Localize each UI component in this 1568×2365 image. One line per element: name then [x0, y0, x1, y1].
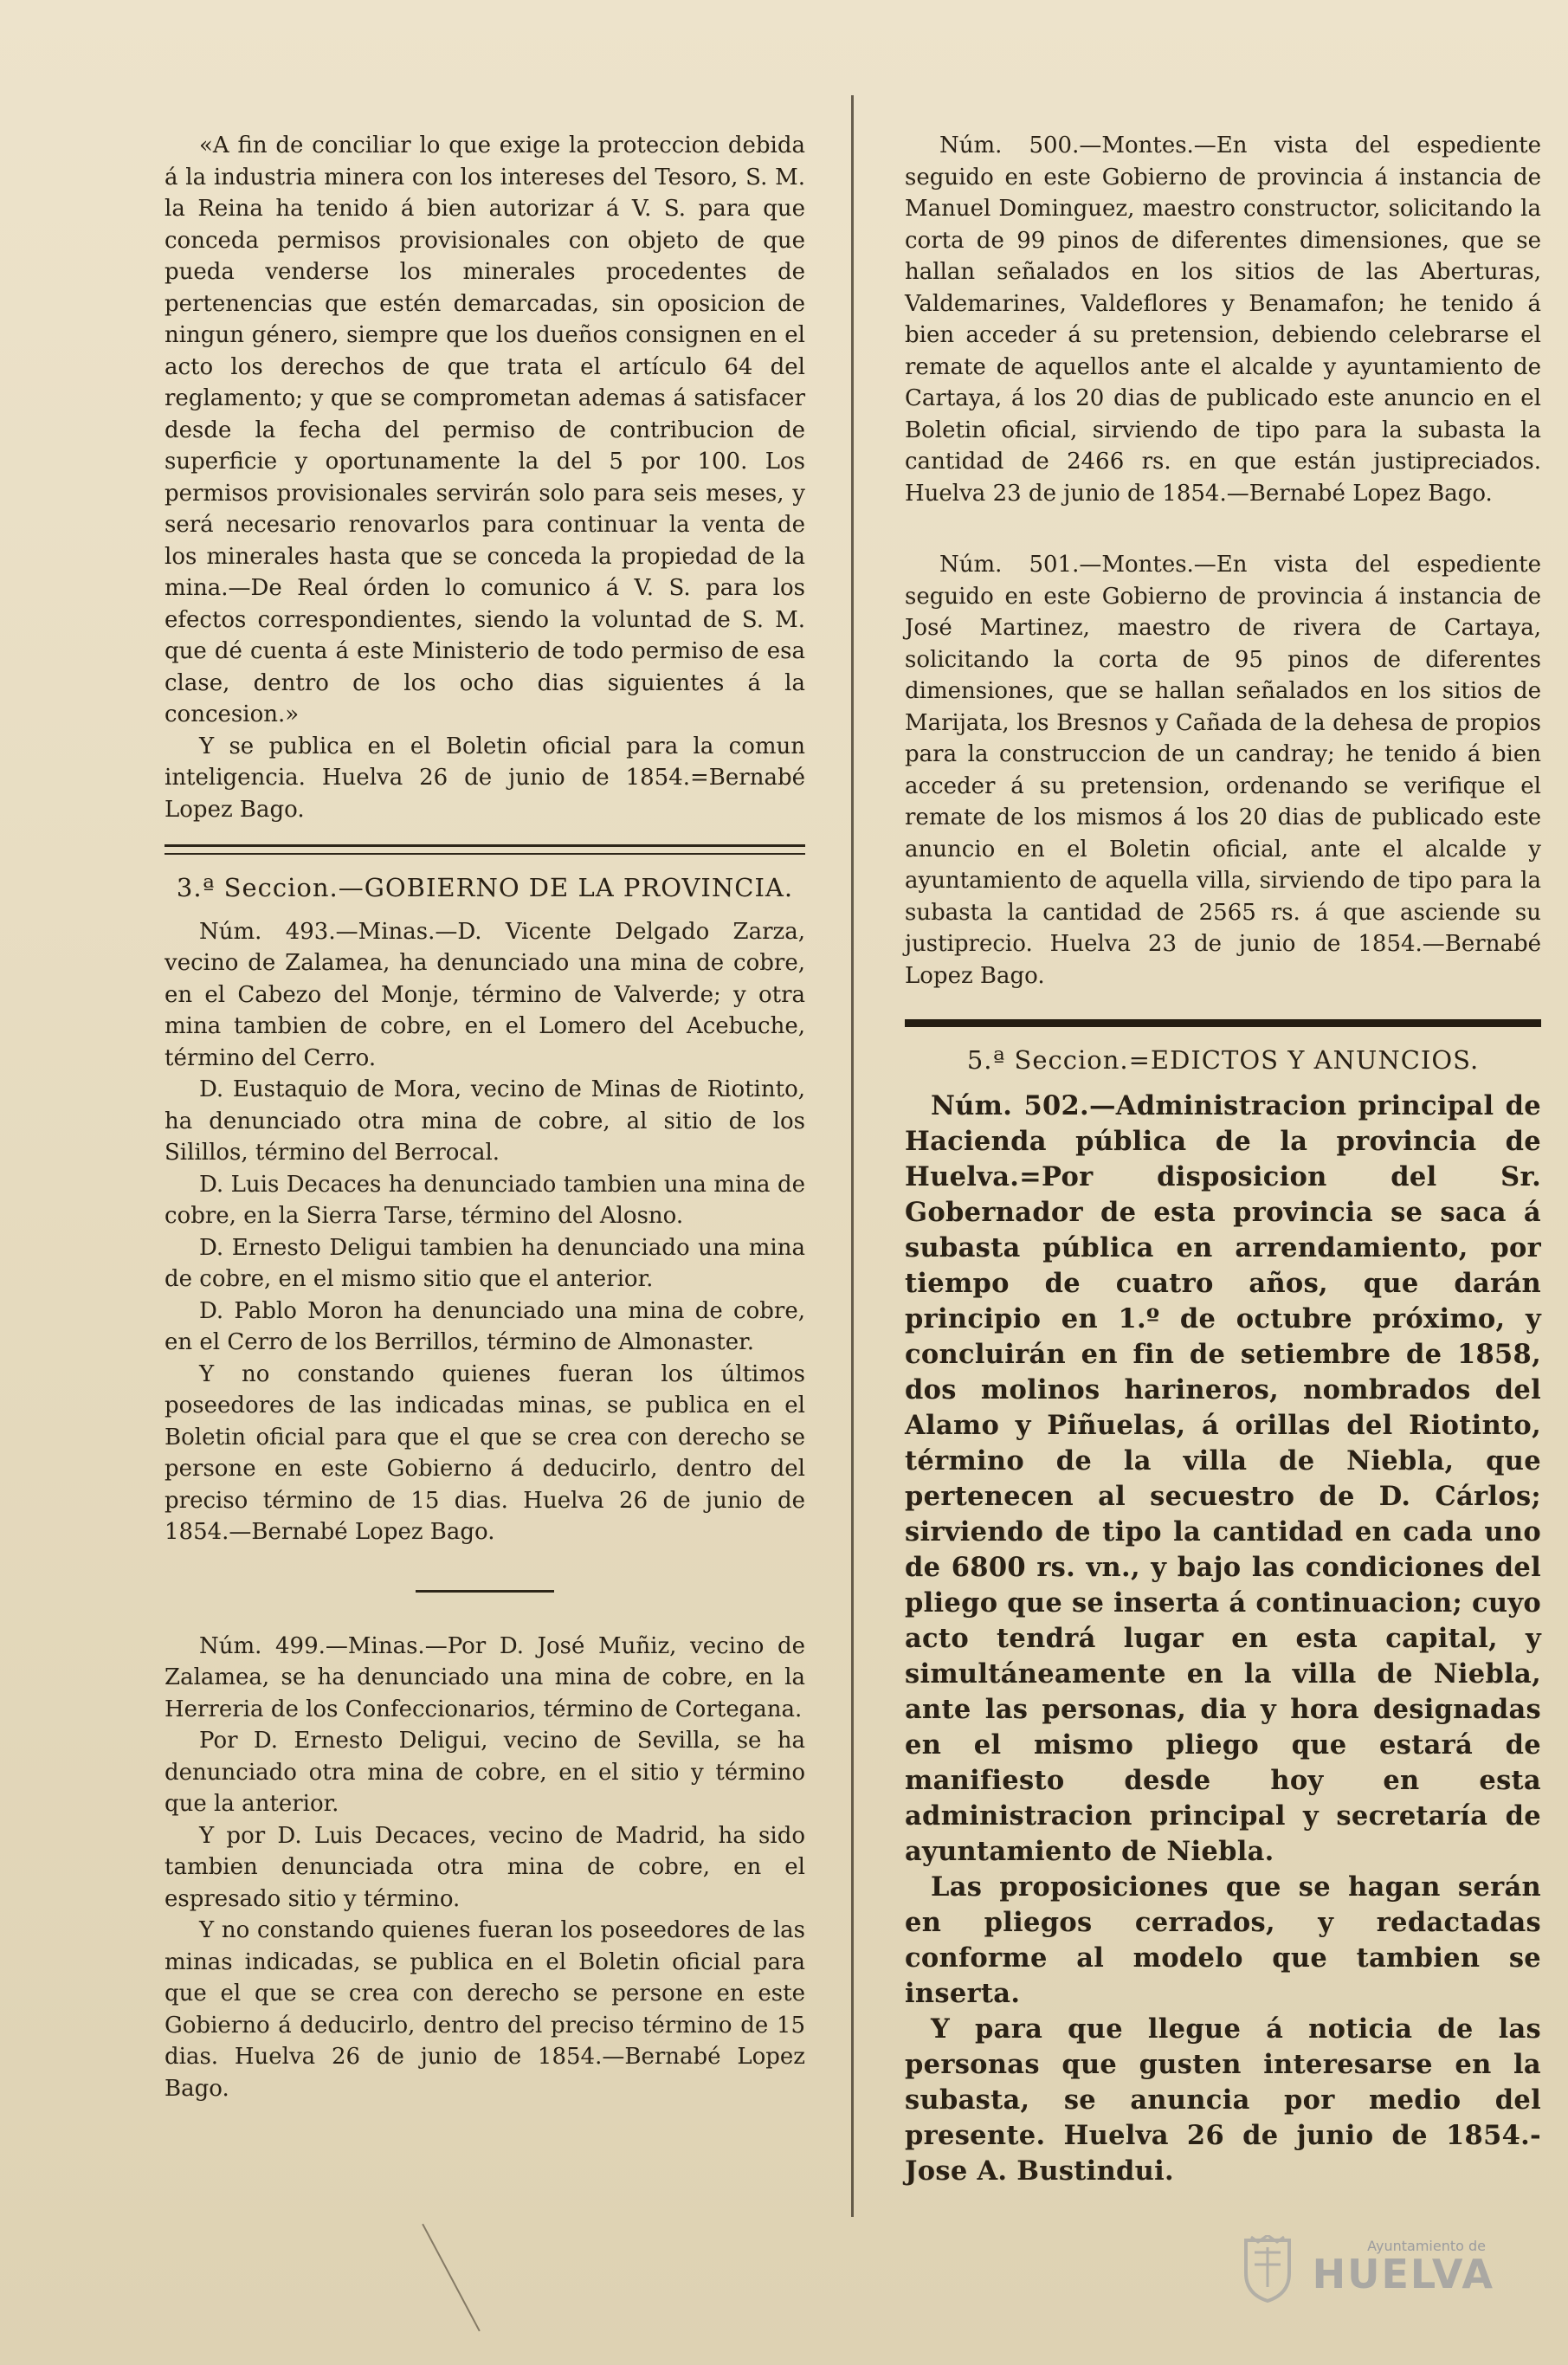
notice-493-paragraph: Núm. 493.—Minas.—D. Vicente Delgado Zarza, vecino de Zalamea, ha denunciado una mina de cobre, en el Cabezo del Monje, término de Valverde; y otra mina tambien de cobre, en el Lomero del Acebuche, término del Cerro. [165, 918, 805, 1071]
notice-493-paragraph: D. Eustaquio de Mora, vecino de Minas de Riotinto, ha denunciado otra mina de cobre, al sitio de los Silillos, término del Berrocal. [165, 1076, 805, 1166]
notice-501: Núm. 501.—Montes.—En vista del espediente seguido en este Gobierno de provincia á instancia de José Martinez, maestro de rivera de Cartaya, solicitando la corta de 95 pinos de diferentes dimensiones, que se hallan señalados en los sitios de Marijata, los Bresnos y Cañada de la dehesa de propios para la construccion de un candray; he tenido á bien acceder á su pretension, ordenando se verifique el remate de los mismos á los 20 dias de publicado este anuncio en el Boletin oficial, ante el alcalde y ayuntamiento de aquella villa, sirviendo de tipo para la subasta la cantidad de 2565 rs. á que asciende su justiprecio. Huelva 23 de junio de 1854.—Bernabé Lopez Bago. [905, 552, 1541, 989]
notice-499-paragraph: Y por D. Luis Decaces, vecino de Madrid, ha sido tambien denunciada otra mina de cobre, en el espresado sitio y término. [165, 1822, 805, 1912]
notice-502-paragraph: Núm. 502.—Administracion principal de Hacienda pública de la provincia de Huelva.=Por disposicion del Sr. Gobernador de esta provincia se saca á subasta pública en arrendamiento, por tiempo de cuatro años, que darán principio en 1.º de octubre próximo, y concluirán en fin de setiembre de 1858, dos molinos harineros, nombrados del Alamo y Piñuelas, á orillas del Riotinto, término de la villa de Niebla, que pertenecen al secuestro de D. Cárlos; sirviendo de tipo la cantidad en cada uno de 6800 rs. vn., y bajo las condiciones del pliego que se inserta á continuacion; cuyo acto tendrá lugar en esta capital, y simultáneamente en la villa de Niebla, ante las personas, dia y hora designadas en el mismo pliego que estará de manifiesto desde hoy en esta administracion principal y secretaría de ayuntamiento de Niebla. [905, 1089, 1542, 1867]
section-title-edictos: 5.ª Seccion.=EDICTOS Y ANUNCIOS. [966, 1045, 1480, 1075]
notice-502 [905, 1089, 1541, 2189]
notice-502-paragraph: Las proposiciones que se hagan serán en pliegos cerrados, y redactadas conforme al modelo que tambien se inserta. [905, 1871, 1541, 2009]
watermark-line1: Ayuntamiento de [1367, 2238, 1486, 2254]
notice-502-paragraph: Y para que llegue á noticia de las personas que gusten interesarse en la subasta, se anuncia por medio del presente. Huelva 26 de junio de 1854.-Jose A. Bustindui. [905, 2013, 1541, 2187]
notice-493-paragraph: D. Pablo Moron ha denunciado una mina de cobre, en el Cerro de los Berrillos, término de Almonaster. [165, 1297, 805, 1355]
section-divider-heavy [905, 1019, 1541, 1027]
paper-crease-mark [422, 2224, 480, 2332]
royal-order-publication: Y se publica en el Boletin oficial para la comun inteligencia. Huelva 26 de junio de 1854.=Bernabé Lopez Bago. [165, 733, 805, 823]
notice-493-paragraph: D. Ernesto Deligui tambien ha denunciado una mina de cobre, en el mismo sitio que el anterior. [165, 1234, 805, 1292]
notice-spacer [905, 509, 1541, 549]
section-title-gobierno: 3.ª Seccion.—GOBIERNO DE LA PROVINCIA. [176, 873, 794, 902]
notice-493-paragraph: Y no constando quienes fueran los últimos poseedores de las indicadas minas, se publica en el Boletin oficial para que el que se crea con derecho se persone en este Gobierno á deducirlo, dentro del preciso término de 15 dias. Huelva 26 de junio de 1854.—Bernabé Lopez Bago. [165, 1360, 805, 1545]
left-column [165, 130, 805, 2104]
column-divider [851, 95, 854, 2217]
royal-order-paragraph: «A fin de conciliar lo que exige la proteccion debida á la industria minera con los intereses del Tesoro, S. M. la Reina ha tenido á bien autorizar á V. S. para que conceda permisos provisionales con objeto de que pueda venderse los minerales procedentes de pertenencias que estén demarcadas, sin oposicion de ningun género, siempre que los dueños consignen en el acto los derechos de que trata el artículo 64 del reglamento; y que se comprometan ademas á satisfacer desde la fecha del permiso de contribucion de superficie y oportunamente la del 5 por 100. Los permisos provisionales servirán solo para seis meses, y será necesario renovarlos para continuar la venta de los minerales hasta que se conceda la propiedad de la mina.—De Real órden lo comunico á V. S. para los efectos correspondientes, siendo la voluntad de S. M. que dé cuenta á este Ministerio de todo permiso de esa clase, dentro de los ocho dias siguientes á la concesion.» [165, 132, 805, 727]
notice-separator [416, 1590, 554, 1593]
watermark-line2: HUELVA [1312, 2251, 1494, 2297]
right-column [905, 130, 1541, 2189]
section-divider [165, 844, 805, 855]
notice-499-paragraph: Y no constando quienes fueran los poseedores de las minas indicadas, se publica en el Boletin oficial para que el que se crea con derecho se persone en este Gobierno á deducirlo, dentro del preciso término de 15 dias. Huelva 26 de junio de 1854.—Bernabé Lopez Bago. [165, 1917, 805, 2102]
notice-500: Núm. 500.—Montes.—En vista del espediente seguido en este Gobierno de provincia á instancia de Manuel Dominguez, maestro constructor, solicitando la corta de 99 pinos de diferentes dimensiones, que se hallan señalados en los sitios de las Aberturas, Valdemarines, Valdeflores y Benamafon; he tenido á bien acceder á su pretension, debiendo celebrarse el remate de aquellos ante el alcalde y ayuntamiento de Cartaya, á los 20 dias de publicado este anuncio en el Boletin oficial, sirviendo de tipo para la subasta la cantidad de 2466 rs. en que están justipreciados. Huelva 23 de junio de 1854.—Bernabé Lopez Bago. [905, 132, 1541, 507]
notice-499-paragraph: Por D. Ernesto Deligui, vecino de Sevilla, se ha denunciado otra mina de cobre, en el sitio y término que la anterior. [165, 1728, 805, 1817]
notice-499-paragraph: Núm. 499.—Minas.—Por D. José Muñiz, vecino de Zalamea, se ha denunciado una mina de cobre, en la Herreria de los Confeccionarios, término de Cortegana. [165, 1632, 805, 1722]
coat-of-arms-icon [1242, 2235, 1293, 2303]
notice-493-paragraph: D. Luis Decaces ha denunciado tambien una mina de cobre, en la Sierra Tarse, término del Alosno. [165, 1171, 805, 1229]
